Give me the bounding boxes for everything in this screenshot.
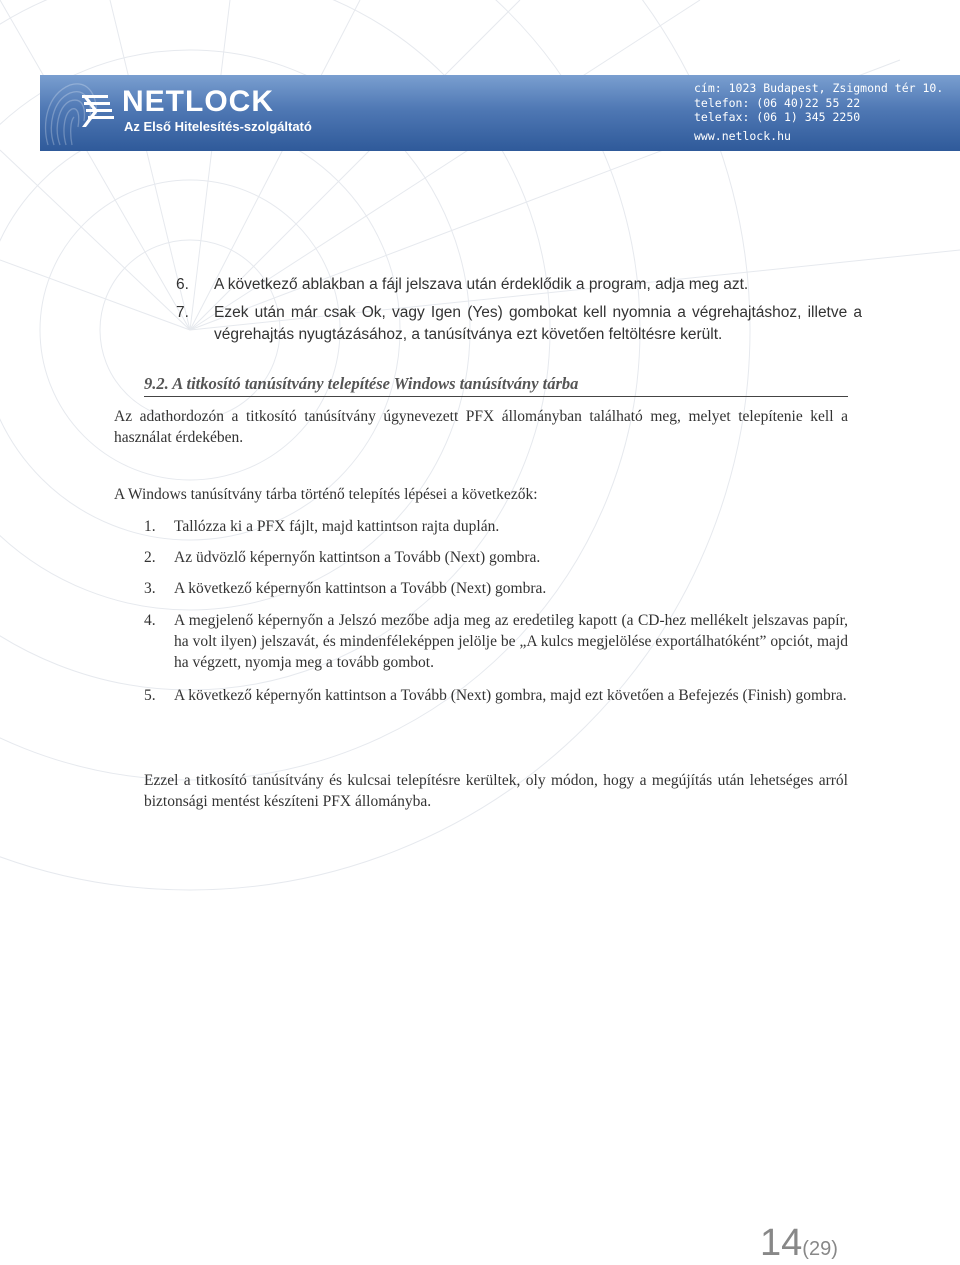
list-text: A megjelenő képernyőn a Jelszó mezőbe adja meg az eredetileg kapott (a CD-hez mellékelt jelszavas papír, ha volt ilyen) jelszavát, és mindenféleképpen jelölje be „A kulcs megjelölése exportálhatóként” opciót, majd ha végzett, nyomja meg a tovább gombot. bbox=[174, 612, 848, 671]
brand-name: NETLOCK bbox=[122, 85, 274, 118]
list-text: Ezek után már csak Ok, vagy Igen (Yes) gombokat kell nyomnia a végrehajtáshoz, illetve a végrehajtás nyugtázásához, a tanúsítványa ezt követően feltöltésre került. bbox=[214, 304, 862, 343]
section-heading bbox=[144, 374, 848, 397]
page-total: (29) bbox=[802, 1238, 838, 1260]
steps-heading: A Windows tanúsítvány tárba történő telepítés lépései a következők: bbox=[114, 486, 538, 503]
list-number: 4. bbox=[144, 612, 156, 629]
list-number: 5. bbox=[144, 687, 156, 704]
netlock-logo-mark bbox=[80, 91, 116, 131]
header-banner bbox=[40, 75, 960, 151]
page-current: 14 bbox=[760, 1222, 803, 1264]
list-number: 2. bbox=[144, 549, 156, 566]
list-number: 7. bbox=[176, 304, 189, 321]
list-text: A következő ablakban a fájl jelszava után érdeklődik a program, adja meg azt. bbox=[214, 276, 749, 293]
list-number: 1. bbox=[144, 518, 156, 535]
website-link[interactable]: www.netlock.hu bbox=[694, 128, 791, 143]
fax-text: telefax: (06 1) 345 2250 bbox=[694, 110, 861, 124]
list-text: Az üdvözlő képernyőn kattintson a Tovább (Next) gombra. bbox=[174, 549, 541, 566]
section-intro: Az adathordozón a titkosító tanúsítvány úgynevezett PFX állományban található meg, melyet telepítenie kell a használat érdekében. bbox=[114, 408, 848, 446]
contact-block bbox=[694, 81, 943, 143]
list-text: A következő képernyőn kattintson a Tovább (Next) gombra. bbox=[174, 580, 547, 597]
brand-tagline: Az Első Hitelesítés-szolgáltató bbox=[124, 119, 312, 134]
list-number: 3. bbox=[144, 580, 156, 597]
phone-text: telefon: (06 40)22 55 22 bbox=[694, 95, 861, 110]
section-number: 9.2. bbox=[144, 374, 169, 393]
conclusion-paragraph: Ezzel a titkosító tanúsítvány és kulcsai telepítésre kerültek, oly módon, hogy a megújítás után lehetséges arról biztonsági mentést készíteni PFX állományba. bbox=[144, 772, 848, 810]
section-title: A titkosító tanúsítvány telepítése Windows tanúsítvány tárba bbox=[172, 374, 579, 393]
list-text: Tallózza ki a PFX fájlt, majd kattintson rajta duplán. bbox=[174, 518, 500, 535]
list-text: A következő képernyőn kattintson a Tovább (Next) gombra, majd ezt követően a Befejezés (Finish) gombra. bbox=[174, 687, 847, 704]
page-number bbox=[760, 1222, 838, 1265]
address-text: cím: 1023 Budapest, Zsigmond tér 10. bbox=[694, 81, 944, 95]
list-number: 6. bbox=[176, 276, 189, 293]
